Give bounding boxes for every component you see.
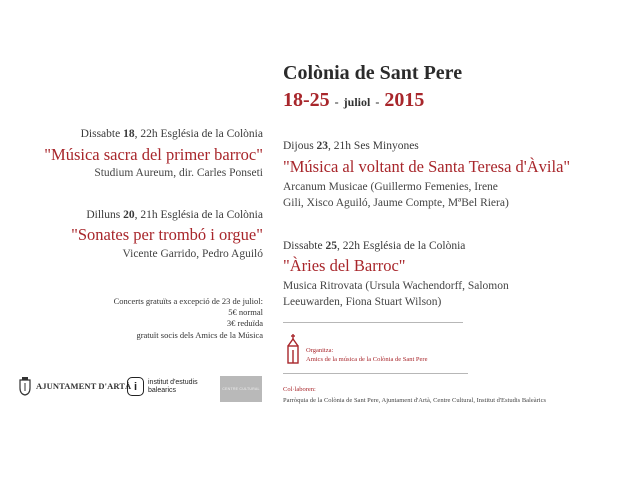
concert-1-title: "Música sacra del primer barroc"	[44, 145, 263, 164]
ajuntament-logo	[18, 376, 131, 396]
concert-3-title: "Música al voltant de Santa Teresa d'Àvila"	[283, 157, 571, 176]
divider	[283, 373, 468, 374]
concert-1-meta	[81, 128, 263, 140]
date-separator: -	[375, 95, 380, 109]
collaborators-label: Col·laboren:	[283, 386, 316, 393]
festival-dates	[283, 89, 424, 112]
prices-line: Concerts gratuïts a excepció de 23 de juliol:	[113, 296, 263, 306]
organizer-name: Amics de la música de la Colònia de Sant Pere	[306, 356, 428, 363]
concert-day-number: 20	[123, 209, 135, 221]
concert-day: Dissabte	[80, 128, 121, 140]
concert-4-performers-line2: Leeuwarden, Fiona Stuart Wilson)	[283, 296, 442, 308]
prices-block	[114, 296, 263, 341]
concert-day-number: 23	[316, 140, 329, 152]
ajuntament-name: AJUNTAMENT D'ARTÀ	[36, 381, 132, 391]
concert-day: Dilluns	[86, 209, 121, 221]
organizer-label: Organitza:	[306, 347, 334, 354]
concert-details: , 21h Església de la Colònia	[134, 209, 263, 221]
price-normal: 5€ normal	[228, 307, 263, 318]
concert-day: Dijous	[283, 140, 314, 152]
institut-name-line1: institut d'estudis	[148, 378, 198, 386]
date-month: juliol	[343, 95, 371, 109]
collaborators-text: Parròquia de la Colònia de Sant Pere, Ajuntament d'Artà, Centre Cultural, Institut d'Estudis Baleàrics	[283, 397, 547, 404]
concert-details: , 22h Església de la Colònia	[134, 128, 263, 140]
concert-4-meta	[283, 240, 465, 252]
concert-day-number: 18	[123, 128, 135, 140]
centre-cultural-text: CENTRE CULTURAL	[222, 387, 260, 391]
date-year: 2015	[384, 89, 425, 111]
concert-day-number: 25	[325, 240, 337, 252]
centre-cultural-logo	[220, 376, 262, 402]
concert-2-title: "Sonates per trombó i orgue"	[71, 225, 263, 244]
concert-4-title: "Àries del Barroc"	[283, 256, 406, 275]
church-icon	[285, 334, 301, 364]
concert-2-performers: Vicente Garrido, Pedro Aguiló	[122, 248, 263, 260]
concert-details: , 22h Església de la Colònia	[336, 240, 466, 252]
date-range: 18-25	[283, 89, 330, 111]
concert-day: Dissabte	[283, 240, 323, 252]
crest-icon	[18, 376, 32, 396]
price-reduced: 3€ reduïda	[226, 318, 263, 329]
institut-name-line2: balearics	[148, 386, 177, 394]
concert-3-performers-line2: Gili, Xisco Aguiló, Jaume Compte, MªBel Riera)	[283, 197, 509, 209]
date-separator: -	[334, 95, 339, 109]
concert-3-performers-line1: Arcanum Musicae (Guillermo Femenies, Irene	[283, 181, 498, 193]
institut-logo	[127, 377, 198, 396]
page-title: Colònia de Sant Pere	[283, 62, 463, 84]
concert-details: , 21h Ses Minyones	[328, 140, 419, 152]
price-members: gratuït socis dels Amics de la Música	[136, 329, 263, 340]
divider	[283, 322, 463, 323]
concert-2-meta	[86, 209, 263, 221]
concert-3-meta	[283, 140, 419, 152]
i-logo-icon: i	[127, 377, 144, 396]
concert-4-performers-line1: Musica Ritrovata (Ursula Wachendorff, Salomon	[283, 280, 509, 292]
concert-1-performers: Studium Aureum, dir. Carles Ponseti	[94, 167, 263, 179]
